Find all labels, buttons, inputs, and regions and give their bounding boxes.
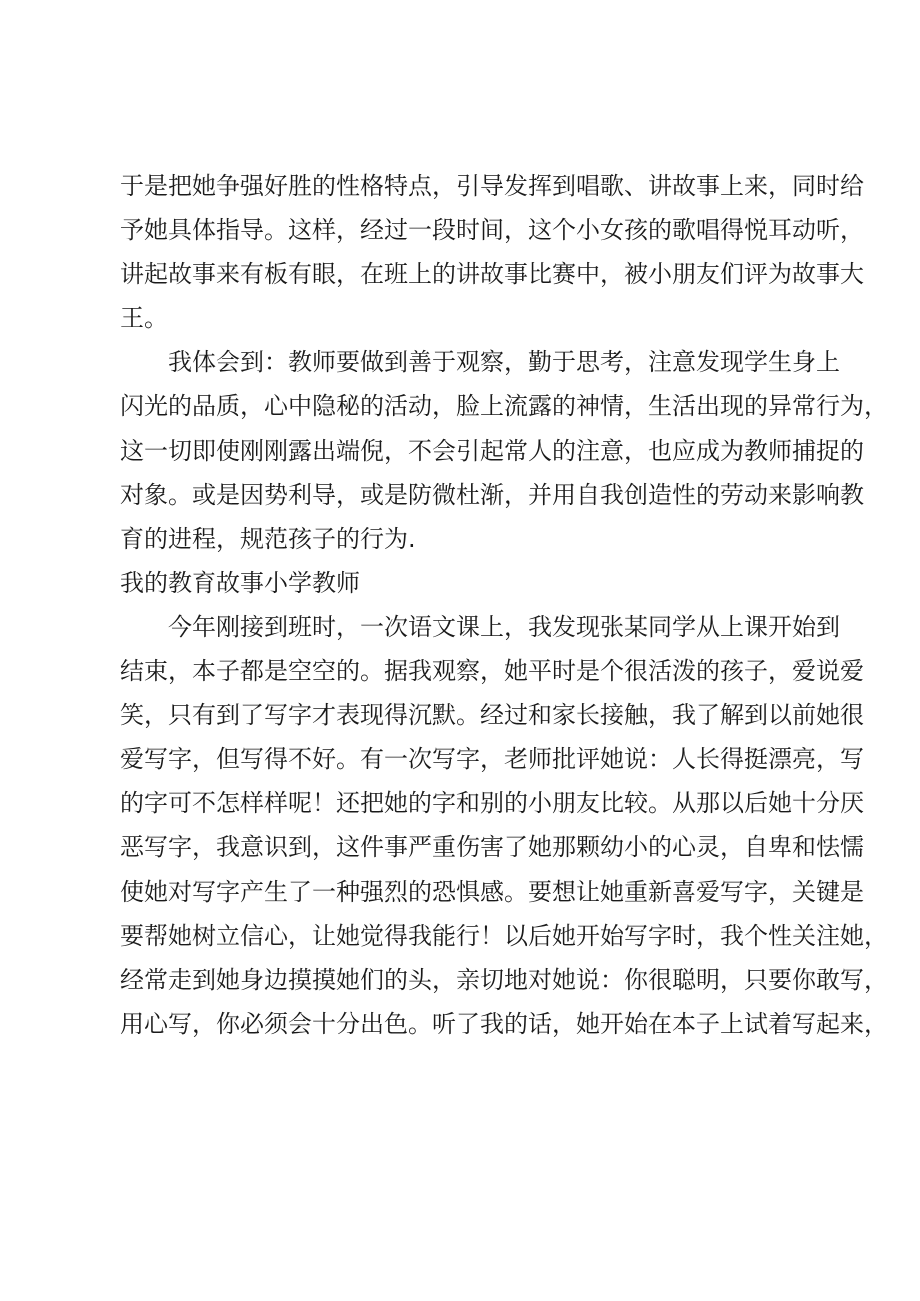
text-line: 的字可不怎样样呢！还把她的字和别的小朋友比较。从那以后她十分厌 xyxy=(120,789,864,818)
document-body xyxy=(120,164,888,1046)
section-title: 我的教育故事小学教师 xyxy=(120,568,360,597)
text-line: 要帮她树立信心，让她觉得我能行！以后她开始写字时，我个性关注她， xyxy=(120,921,888,950)
text-line: 今年刚接到班时，一次语文课上，我发现张某同学从上课开始到 xyxy=(168,612,840,641)
text-line: 讲起故事来有板有眼，在班上的讲故事比赛中，被小朋友们评为故事大 xyxy=(120,260,864,289)
text-line: 爱写字，但写得不好。有一次写字，老师批评她说：人长得挺漂亮，写 xyxy=(120,745,864,774)
text-line: 结束，本子都是空空的。据我观察，她平时是个很活泼的孩子，爱说爱 xyxy=(120,657,864,686)
text-line: 育的进程，规范孩子的行为. xyxy=(120,524,416,553)
text-line: 笑，只有到了写字才表现得沉默。经过和家长接触，我了解到以前她很 xyxy=(120,701,864,730)
text-line: 我体会到：教师要做到善于观察，勤于思考，注意发现学生身上 xyxy=(168,348,840,377)
text-line: 对象。或是因势利导，或是防微杜渐，并用自我创造性的劳动来影响教 xyxy=(120,480,864,509)
text-line: 王。 xyxy=(120,304,168,333)
text-line: 使她对写字产生了一种强烈的恐惧感。要想让她重新喜爱写字，关键是 xyxy=(120,877,864,906)
text-line: 用心写，你必须会十分出色。听了我的话，她开始在本子上试着写起来， xyxy=(120,1009,888,1038)
paragraph-3 xyxy=(120,605,888,1046)
text-line: 闪光的品质，心中隐秘的活动，脸上流露的神情，生活出现的异常行为， xyxy=(120,392,888,421)
text-line: 予她具体指导。这样，经过一段时间，这个小女孩的歌唱得悦耳动听， xyxy=(120,216,864,245)
text-line: 这一切即使刚刚露出端倪，不会引起常人的注意，也应成为教师捕捉的 xyxy=(120,436,864,465)
paragraph-2 xyxy=(120,340,888,560)
text-line: 恶写字，我意识到，这件事严重伤害了她那颗幼小的心灵，自卑和怯懦 xyxy=(120,833,864,862)
text-line: 经常走到她身边摸摸她们的头，亲切地对她说：你很聪明，只要你敢写， xyxy=(120,965,888,994)
text-line: 于是把她争强好胜的性格特点，引导发挥到唱歌、讲故事上来，同时给 xyxy=(120,172,864,200)
paragraph-1 xyxy=(120,164,864,340)
